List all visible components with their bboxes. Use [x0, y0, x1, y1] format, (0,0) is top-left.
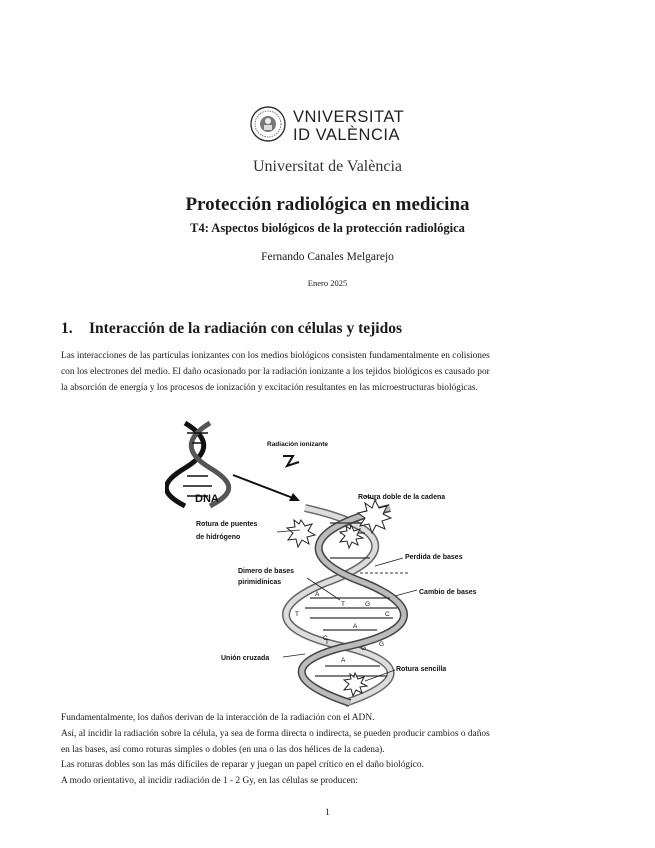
base-letter: G	[361, 645, 367, 652]
document-title: Protección radiológica en medicina	[185, 194, 470, 215]
paragraph-line: Así, al incidir la radiación sobre la célula, ya sea de forma directa o indirecta, se pueden producir cambios o daños	[61, 728, 490, 739]
document-author: Fernando Canales Melgarejo	[261, 251, 394, 263]
logo-line-1: VNIVERSITAT	[293, 108, 405, 126]
paragraph-dna-damage	[61, 711, 596, 790]
university-logo	[249, 104, 409, 144]
radiation-bolt-icon	[283, 456, 299, 466]
base-letter: A	[315, 591, 320, 598]
dna-label: DNA	[195, 493, 219, 505]
label-base-change: Cambio de bases	[419, 589, 477, 596]
leader-line	[283, 654, 305, 657]
leader-line	[395, 590, 417, 596]
document-date: Enero 2025	[307, 278, 348, 288]
university-seal-icon	[251, 107, 285, 141]
paragraph-line: Las interacciones de las partículas ionizantes con los medios biológicos consisten fundamentalmente en colisiones	[61, 351, 490, 361]
logo-line-2: ID VALÈNCIA	[293, 126, 400, 144]
radiation-arrow	[233, 475, 293, 498]
base-letter: A	[341, 657, 346, 664]
label-single-break: Rotura sencilla	[396, 666, 447, 673]
label-dimer: Dimero de bases	[238, 568, 295, 575]
paragraph-line: A modo orientativo, al incidir radiación de 1 - 2 Gy, en las células se producen:	[61, 776, 358, 787]
damage-burst-icon	[287, 520, 315, 547]
section-number: 1.	[61, 320, 73, 337]
page-number: 1	[325, 808, 330, 818]
label-crosslink: Unión cruzada	[221, 655, 270, 662]
label-base-loss: Perdida de bases	[405, 554, 463, 561]
label-hydrogen-bridge: Rotura de puentes	[196, 521, 258, 528]
base-letter: T	[325, 639, 329, 646]
section-heading	[61, 320, 402, 338]
base-letter: T	[341, 601, 345, 608]
label-double-break: Rotura doble de la cadena	[358, 494, 446, 501]
section-title: Interacción de la radiación con células y tejidos	[89, 320, 402, 337]
base-letter: A	[353, 623, 358, 630]
base-letter: G	[365, 601, 371, 608]
paragraph-line: Las roturas dobles son las más difíciles de reparar y juegan un papel crítico en el daño biológico.	[61, 760, 424, 771]
dna-damage-figure	[165, 418, 500, 708]
base-letter: T	[295, 611, 299, 618]
paragraph-line: en las bases, así como roturas simples o dobles (en una o las dos hélices de la cadena).	[61, 744, 385, 755]
base-letter: C	[385, 611, 390, 618]
document-subtitle: T4: Aspectos biológicos de la protección radiológica	[190, 221, 465, 235]
radiation-label: Radiación ionizante	[267, 441, 329, 448]
paragraph-line: con los electrones del medio. El daño ocasionado por la radiación ionizante a los tejidos biológicos es causado por	[61, 366, 490, 377]
paragraph-line: Fundamentalmente, los daños derivan de la interacción de la radiación con el ADN.	[61, 713, 375, 723]
base-letter: G	[379, 641, 385, 648]
paragraph-intro	[61, 349, 596, 396]
university-name: Universitat de València	[253, 158, 402, 175]
label-hydrogen-bridge: de hidrógeno	[196, 534, 241, 541]
base-letter: C	[323, 635, 328, 642]
paragraph-line: la absorción de energía y los procesos de ionización y excitación resultantes en las microestructuras biológicas.	[61, 382, 478, 393]
label-dimer: pirimidínicas	[238, 579, 282, 586]
leader-line	[375, 558, 403, 566]
